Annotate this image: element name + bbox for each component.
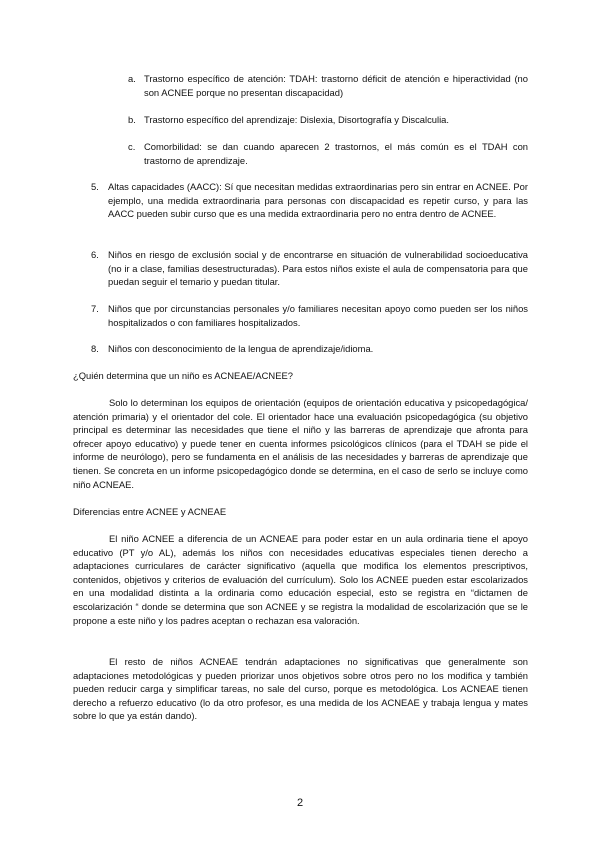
list-item xyxy=(128,72,528,99)
list-text: Altas capacidades (AACC): Sí que necesitan medidas extraordinarias pero sin entrar en ACNEE. Por ejemplo, una medida extraordinaria para personas con discapacidad es repetir curso, y para las AACC pueden subir curso que es una medida extraordinaria pero no entra dentro de ACNEE. xyxy=(108,181,528,220)
list-marker: 8. xyxy=(91,343,99,354)
list-marker: 5. xyxy=(91,181,99,192)
list-item xyxy=(91,302,528,329)
list-marker: b. xyxy=(128,114,136,125)
list-text: Niños en riesgo de exclusión social y de encontrarse en situación de vulnerabilidad socioeducativa (no ir a clase, familias desestructuradas). Para estos niños existe el aula de compensatoria para que puedan seguir el temario y puedan titular. xyxy=(108,249,528,288)
list-item xyxy=(91,342,528,356)
page-number: 2 xyxy=(296,797,304,809)
section-heading: Diferencias entre ACNEE y ACNEAE xyxy=(73,506,227,517)
list-marker: a. xyxy=(128,73,136,84)
list-marker: 6. xyxy=(91,249,99,260)
list-item xyxy=(128,140,528,167)
section-heading: ¿Quién determina que un niño es ACNEAE/ACNEE? xyxy=(73,370,293,381)
list-text: Niños con desconocimiento de la lengua de aprendizaje/idioma. xyxy=(108,343,374,354)
list-item xyxy=(91,248,528,289)
list-item xyxy=(91,180,528,221)
list-text: Trastorno específico de atención: TDAH: trastorno déficit de atención e hiperactividad (no son ACNEE porque no presentan discapacidad) xyxy=(144,73,528,98)
list-marker: 7. xyxy=(91,303,99,314)
body-paragraph: El niño ACNEE a diferencia de un ACNEAE para poder estar en un aula ordinaria tiene el apoyo educativo (PT y/o AL), además los niños con necesidades educativas especiales tienen derecho a adaptaciones curriculares de carácter significativo (aquella que modifica los elementos prescriptivos, contenidos, objetivos y criterios de evaluación del currículum). Solo los ACNEE pueden estar escolarizados en una modalidad distinta a la ordinaria como educación especial, esto se registra en “dictamen de escolarización “ donde se determina que son ACNEE y se registra la modalidad de escolarización que se le propone a este niño y los padres aceptan o rechazan esa valoración. xyxy=(73,533,528,626)
list-text: Trastorno específico del aprendizaje: Dislexia, Disortografía y Discalculia. xyxy=(144,114,449,125)
list-text: Comorbilidad: se dan cuando aparecen 2 trastornos, el más común es el TDAH con trastorno de aprendizaje. xyxy=(144,141,528,166)
body-paragraph: Solo lo determinan los equipos de orientación (equipos de orientación educativa y psicopedagógica/ atención primaria) y el orientador del cole. El orientador hace una evaluación psicopedagógica (su objetivo principal es determinar las necesidades que tiene el niño y las barreras de aprendizaje que afronta para ofrecer apoyo educativo) y puede tener en cuenta informes psicológicos clínicos (para el TDAH se pide el informe de neurólogo), pero se fundamenta en el análisis de las necesidades y barreras de aprendizaje que tienen. Se concreta en un informe psicopedagógico donde se determina, en el caso de serlo se incluye como niño ACNEAE. xyxy=(73,397,528,490)
list-marker: c. xyxy=(128,141,136,152)
list-item xyxy=(128,113,528,127)
body-paragraph: El resto de niños ACNEAE tendrán adaptaciones no significativas que generalmente son adaptaciones metodológicas y pueden priorizar unos objetivos sobre otros pero no los modifica y también pueden reducir carga y simplificar tareas, no sale del curso, porque es metodológica. Los ACNEAE tienen derecho a refuerzo educativo (lo da otro profesor, es una medida de los ACNEAE y trabaja lengua y mates sobre lo que ya están dando). xyxy=(73,656,528,722)
list-text: Niños que por circunstancias personales y/o familiares necesitan apoyo como pueden ser los niños hospitalizados o con familiares hospitalizados. xyxy=(108,303,528,328)
